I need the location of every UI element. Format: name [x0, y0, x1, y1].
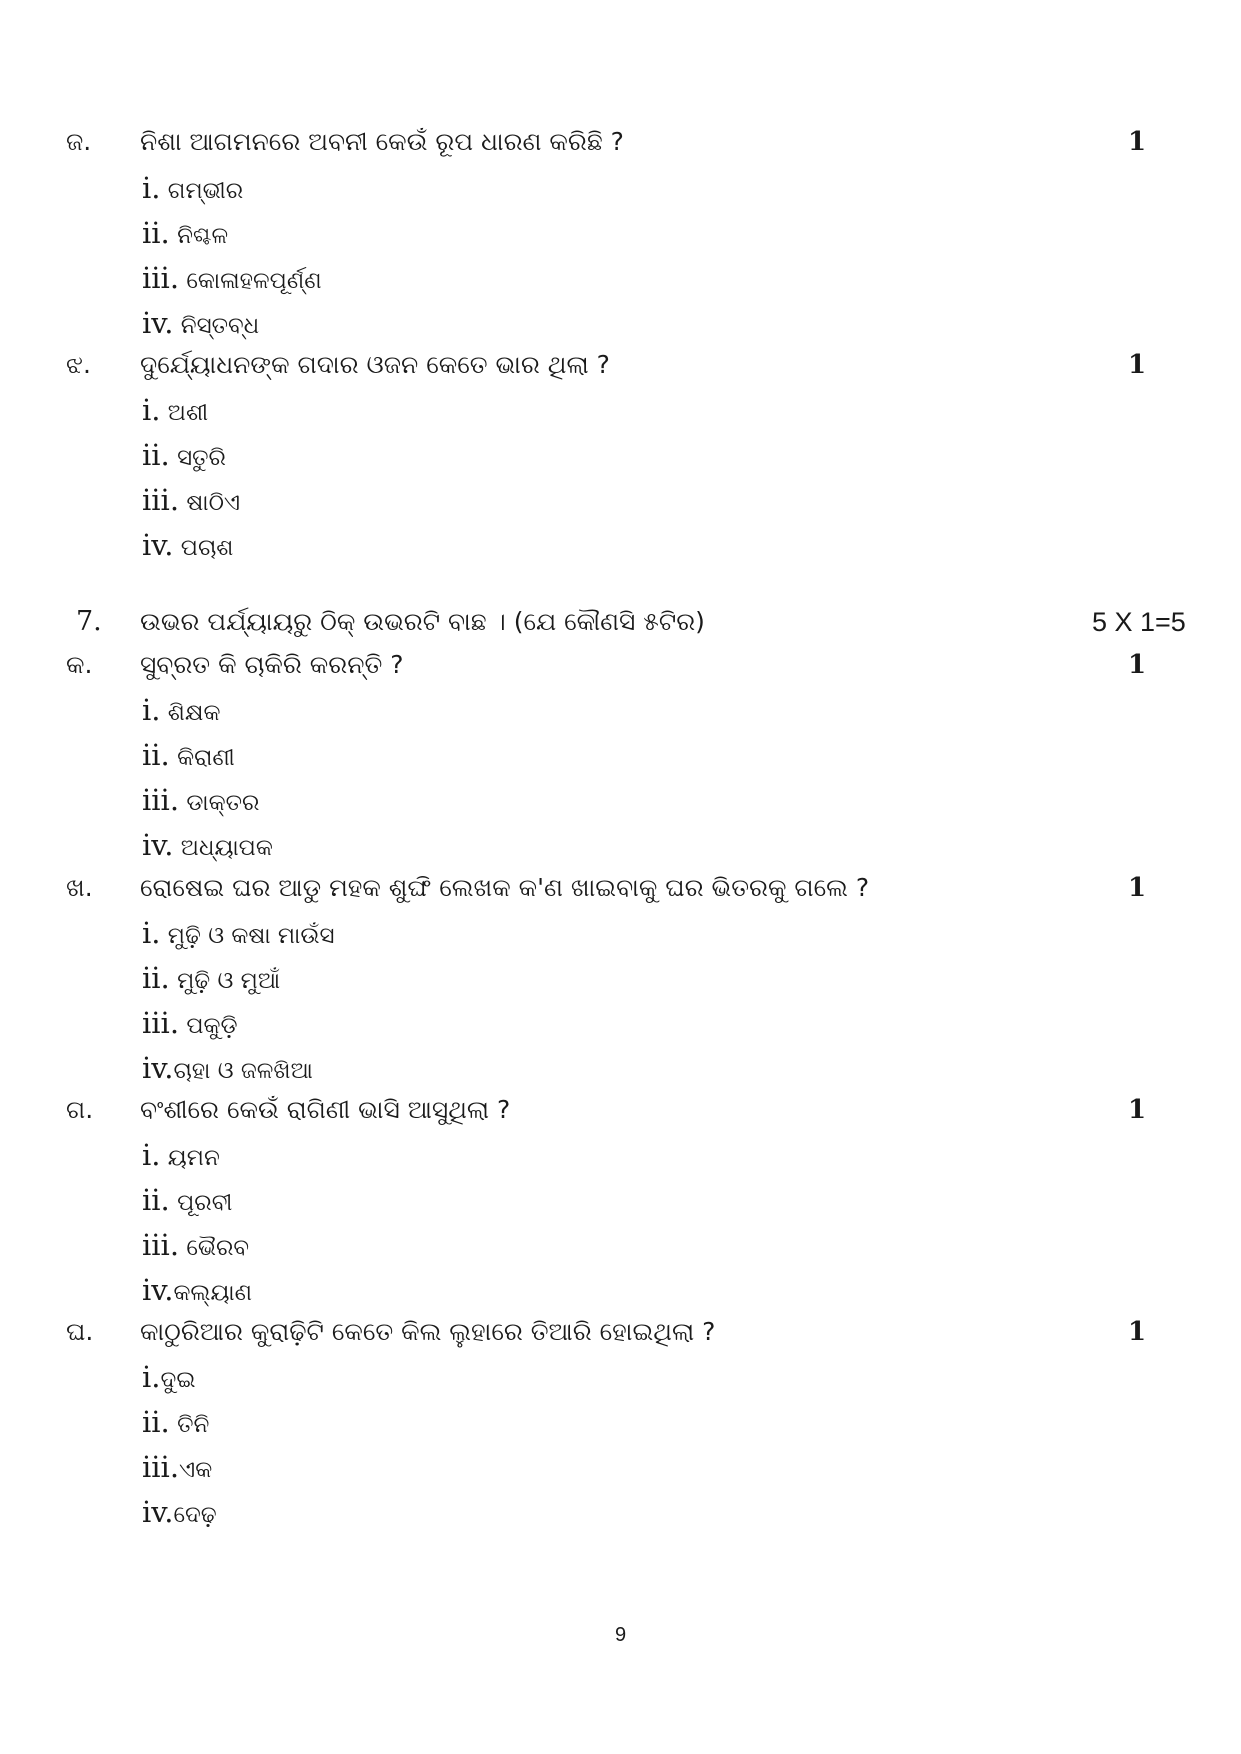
option-numeral: i.: [142, 1138, 161, 1172]
option-numeral: iv.: [142, 828, 174, 862]
option-numeral: iii.: [142, 783, 180, 817]
option: [142, 1490, 217, 1539]
question-text: ବଂଶୀରେ କେଉଁ ରାଗିଣୀ ଭାସି ଆସୁଥିଲା ?: [140, 1095, 511, 1124]
option-row: [0, 478, 1241, 522]
option-text: ଡାକ୍ତର: [179, 790, 260, 816]
option-numeral: ii.: [142, 1183, 170, 1217]
option-text: ଅଶୀ: [160, 400, 209, 426]
question-text: ରୋଷେଇ ଘର ଆଡୁ ମହକ ଶୁଙ୍ଘି ଲେଖକ କ'ଣ ଖାଇବାକୁ ଘର ଭିତରକୁ ଗଲେ ?: [140, 873, 870, 902]
option-row: [0, 301, 1241, 345]
question-row: [0, 643, 1241, 687]
option: [142, 166, 243, 215]
option: [142, 956, 280, 1005]
option-text: ଏକ: [179, 1457, 213, 1483]
option: [142, 1178, 232, 1227]
option: [142, 1001, 238, 1050]
question-marks: 1: [1128, 1095, 1147, 1125]
question-text: କାଠୁରିଆର କୁରାଢ଼ିଟି କେତେ କିଲ ଲୁହାରେ ତିଆରି ହୋଇଥିଲା ?: [140, 1317, 716, 1346]
option-text: ଚାହା ଓ ଜଳଖିଆ: [173, 1058, 313, 1084]
page-number: 9: [614, 1624, 627, 1646]
option-numeral: i.: [142, 693, 161, 727]
question-marks: 1: [1128, 127, 1147, 157]
option-text: ଗମ୍ଭୀର: [160, 178, 244, 204]
option-row: [0, 1001, 1241, 1045]
question-number: ଖ.: [66, 873, 93, 902]
question-row: [0, 343, 1241, 387]
option-numeral: iii.: [142, 1228, 180, 1262]
question-text: ନିଶା ଆଗମନରେ ଅବନୀ କେଉଁ ରୂପ ଧାରଣ କରିଛି ?: [140, 127, 624, 156]
option-text: ସତୁରି: [169, 445, 226, 471]
option-row: [0, 523, 1241, 567]
option: [142, 823, 273, 872]
question-number: କ.: [66, 650, 93, 679]
option: [142, 911, 335, 960]
option-text: ୟମନ: [160, 1145, 220, 1171]
option: [142, 1400, 209, 1449]
option-numeral: ii.: [142, 961, 170, 995]
option-text: ନିଶ୍ଚଳ: [169, 223, 229, 249]
question-number: ଘ.: [66, 1317, 94, 1346]
question-text: ଦୁର୍ଯ୍ୟୋଧନଙ୍କ ଗଦାର ଓଜନ କେତେ ଭାର ଥିଲା ?: [140, 350, 610, 379]
option-row: [0, 823, 1241, 867]
option-row: [0, 211, 1241, 255]
question-number: ଜ.: [66, 127, 92, 156]
option-text: କୋଳାହଳପୂର୍ଣ୍ଣ: [179, 268, 322, 294]
option-row: [0, 256, 1241, 300]
option-numeral: iv.: [142, 528, 174, 562]
option-numeral: ii.: [142, 216, 170, 250]
option-row: [0, 688, 1241, 732]
question-marks: 1: [1128, 650, 1147, 680]
option-numeral: iii.: [142, 1006, 180, 1040]
question-row: [0, 120, 1241, 164]
option-row: [0, 1133, 1241, 1177]
option: [142, 778, 259, 827]
option-row: [0, 1268, 1241, 1312]
question-row: [0, 866, 1241, 910]
option-row: [0, 1355, 1241, 1399]
option-row: [0, 778, 1241, 822]
section-number: 7.: [76, 606, 102, 637]
option-row: [0, 1223, 1241, 1267]
option-row: [0, 166, 1241, 210]
option-text: କଲ୍ୟାଣ: [173, 1280, 253, 1306]
option-row: [0, 1178, 1241, 1222]
option: [142, 478, 240, 527]
option: [142, 523, 233, 572]
option-numeral: iii.: [142, 1450, 180, 1484]
option-numeral: iv.: [142, 1273, 174, 1307]
option-row: [0, 1490, 1241, 1534]
option: [142, 388, 208, 437]
question-text: ସୁବ୍ରତ କି ଚାକିରି କରନ୍ତି ?: [140, 650, 404, 679]
option-text: ଦେଢ଼: [173, 1502, 217, 1528]
option-numeral: i.: [142, 916, 161, 950]
option-text: ଷାଠିଏ: [179, 490, 241, 516]
option-numeral: iv.: [142, 306, 174, 340]
option-row: [0, 956, 1241, 1000]
option-numeral: i.: [142, 393, 161, 427]
option-numeral: ii.: [142, 1405, 170, 1439]
option-text: ପୂରବୀ: [169, 1190, 233, 1216]
option: [142, 256, 322, 305]
option: [142, 433, 226, 482]
option-text: ପକୁଡ଼ି: [179, 1013, 238, 1039]
option-numeral: iv.: [142, 1495, 174, 1529]
option: [142, 688, 221, 737]
option-numeral: ii.: [142, 438, 170, 472]
option-text: ପଚାଶ: [173, 535, 234, 561]
question-marks: 1: [1128, 350, 1147, 380]
option-text: କିରାଣୀ: [169, 745, 235, 771]
question-number: ଝ.: [66, 350, 91, 379]
option-text: ମୁଢ଼ି ଓ ମୁଆଁ: [169, 968, 281, 994]
question-row: [0, 1088, 1241, 1132]
option: [142, 1445, 212, 1494]
option-row: [0, 433, 1241, 477]
option-text: ଦୁଇ: [160, 1367, 196, 1393]
option: [142, 733, 235, 782]
option-numeral: i.: [142, 1360, 161, 1394]
option-numeral: iii.: [142, 483, 180, 517]
option-text: ମୁଢ଼ି ଓ କଷା ମାଉଁସ: [160, 923, 335, 949]
section-heading: [0, 600, 1241, 644]
option: [142, 1133, 220, 1182]
option-numeral: iii.: [142, 261, 180, 295]
question-marks: 1: [1128, 1317, 1147, 1347]
section-instruction: ଉଭର ପର୍ଯ୍ୟାୟରୁ ଠିକ୍ ଉଭରଟି ବାଛ । (ଯେ କୌଣସି ୫ଟିର): [140, 607, 705, 636]
option-row: [0, 911, 1241, 955]
option-row: [0, 1046, 1241, 1090]
option-text: ଭୈରବ: [179, 1235, 250, 1261]
option-numeral: ii.: [142, 738, 170, 772]
option-text: ତିନି: [169, 1412, 210, 1438]
option-row: [0, 1445, 1241, 1489]
option-row: [0, 1400, 1241, 1444]
option-row: [0, 733, 1241, 777]
question-row: [0, 1310, 1241, 1354]
option-text: ନିସ୍ତବ୍ଧ: [173, 313, 260, 339]
question-number: ଗ.: [66, 1095, 94, 1124]
option: [142, 1223, 249, 1272]
question-marks: 1: [1128, 873, 1147, 903]
option: [142, 1355, 195, 1404]
option: [142, 211, 228, 260]
option-row: [0, 388, 1241, 432]
option-text: ଶିକ୍ଷକ: [160, 700, 221, 726]
option-numeral: iv.: [142, 1051, 174, 1085]
option-text: ଅଧ୍ୟାପକ: [173, 835, 273, 861]
option-numeral: i.: [142, 171, 161, 205]
section-marks: 5 X 1=5: [1092, 607, 1186, 637]
